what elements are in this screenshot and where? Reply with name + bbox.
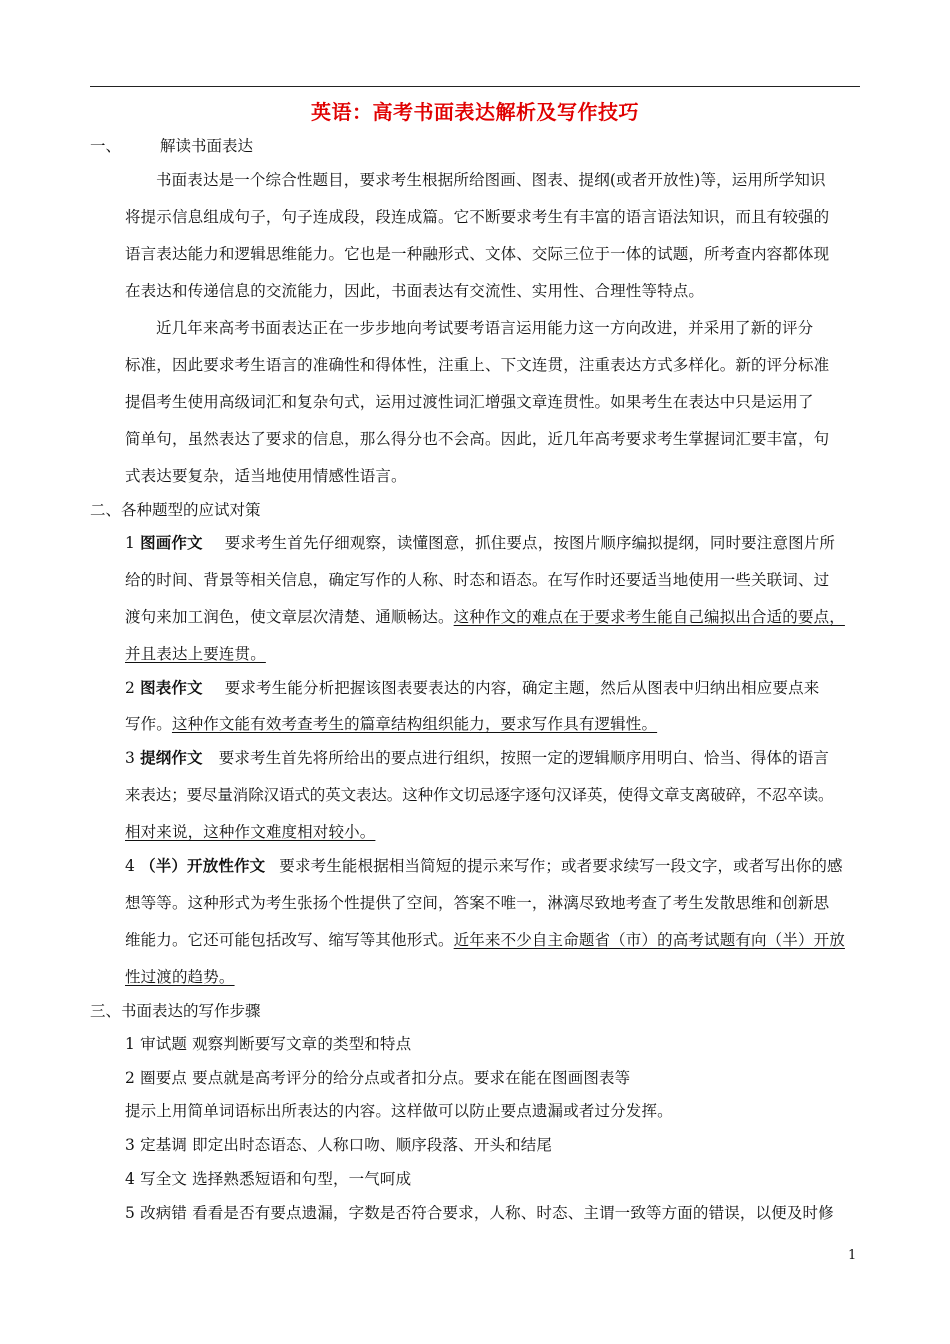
type1-line3 bbox=[125, 607, 845, 627]
header-rule bbox=[90, 86, 860, 87]
section2-heading: 二、各种题型的应试对策 bbox=[90, 501, 261, 519]
type1-text3b: 这种作文的难点在于要求考生能自己编拟出合适的要点， bbox=[453, 608, 845, 626]
type4-name: （半）开放性作文 bbox=[140, 856, 266, 875]
s1p2-line1: 近几年来高考书面表达正在一步步地向考试要考语言运用能力这一方向改进，并采用了新的评分 bbox=[156, 319, 814, 337]
type3-line3: 相对来说，这种作文难度相对较小。 bbox=[125, 823, 376, 841]
step-2-continued: 提示上用简单词语标出所表达的内容。这样做可以防止要点遗漏或者过分发挥。 bbox=[125, 1102, 673, 1120]
step-5: 5 改病错 看看是否有要点遗漏，字数是否符合要求，人称、时态、主谓一致等方面的错误，以便及时修 bbox=[125, 1204, 834, 1222]
type1-line2: 给的时间、背景等相关信息，确定写作的人称、时态和语态。在写作时还要适当地使用一些关联词、过 bbox=[125, 571, 830, 589]
type3-number: 3 bbox=[125, 749, 141, 767]
s1p2-line2: 标准，因此要求考生语言的准确性和得体性，注重上、下文连贯，注重表达方式多样化。新的评分标准 bbox=[125, 356, 830, 374]
document-title: 英语：高考书面表达解析及写作技巧 bbox=[311, 100, 639, 124]
type3-text1: 要求考生首先将所给出的要点进行组织，按照一定的逻辑顺序用明白、恰当、得体的语言 bbox=[218, 749, 830, 767]
s1p2-line5: 式表达要复杂，适当地使用情感性语言。 bbox=[125, 467, 407, 485]
type2-line1 bbox=[125, 678, 819, 698]
type4-line3 bbox=[125, 930, 845, 950]
s1p1-line2: 将提示信息组成句子，句子连成段，段连成篇。它不断要求考生有丰富的语言语法知识，而且有较强的 bbox=[125, 208, 830, 226]
section1-heading: 解读书面表达 bbox=[160, 137, 254, 155]
section1-number: 一、 bbox=[90, 137, 122, 155]
type1-number: 1 bbox=[125, 534, 141, 552]
type4-line2: 想等等。这种形式为考生张扬个性提供了空间，答案不唯一，淋漓尽致地考查了考生发散思维和创新思 bbox=[125, 894, 830, 912]
type4-text3a: 维能力。它还可能包括改写、缩写等其他形式。 bbox=[125, 931, 454, 949]
s1p2-line4: 简单句，虽然表达了要求的信息，那么得分也不会高。因此，近几年高考要求考生掌握词汇要丰富，句 bbox=[125, 430, 830, 448]
type4-line1 bbox=[125, 856, 843, 876]
step-2: 2 圈要点 要点就是高考评分的给分点或者扣分点。要求在能在图画图表等 bbox=[125, 1069, 631, 1087]
type1-line4: 并且表达上要连贯。 bbox=[125, 645, 266, 663]
type2-line2 bbox=[125, 714, 657, 734]
s1p1-line3: 语言表达能力和逻辑思维能力。它也是一种融形式、文体、交际三位于一体的试题，所考查内容都体现 bbox=[125, 245, 830, 263]
s1p1-line4: 在表达和传递信息的交流能力，因此，书面表达有交流性、实用性、合理性等特点。 bbox=[125, 282, 705, 300]
step-1: 1 审试题 观察判断要写文章的类型和特点 bbox=[125, 1035, 412, 1053]
type4-text3b: 近年来不少自主命题省（市）的高考试题有向（半）开放 bbox=[453, 931, 845, 949]
type3-line1 bbox=[125, 748, 829, 768]
type4-number: 4 bbox=[125, 857, 141, 875]
type2-text1: 要求考生能分析把握该图表要表达的内容，确定主题，然后从图表中归纳出相应要点来 bbox=[224, 679, 820, 697]
s1p2-line3: 提倡考生使用高级词汇和复杂句式，运用过渡性词汇增强文章连贯性。如果考生在表达中只是运用了 bbox=[125, 393, 814, 411]
step-4: 4 写全文 选择熟悉短语和句型，一气呵成 bbox=[125, 1170, 412, 1188]
s1p1-line1: 书面表达是一个综合性题目，要求考生根据所给图画、图表、提纲(或者开放性)等，运用所学知识 bbox=[156, 171, 826, 189]
type2-text2a: 写作。 bbox=[125, 715, 172, 733]
type1-line1 bbox=[125, 533, 835, 553]
type4-line4: 性过渡的趋势。 bbox=[125, 968, 235, 986]
type4-text1: 要求考生能根据相当简短的提示来写作；或者要求续写一段文字，或者写出你的感 bbox=[279, 857, 843, 875]
step-3: 3 定基调 即定出时态语态、人称口吻、顺序段落、开头和结尾 bbox=[125, 1136, 553, 1154]
type2-number: 2 bbox=[125, 679, 141, 697]
type3-name: 提纲作文 bbox=[140, 748, 203, 767]
type1-text3a: 渡句来加工润色，使文章层次清楚、通顺畅达。 bbox=[125, 608, 454, 626]
type2-name: 图表作文 bbox=[140, 678, 203, 697]
page-number: 1 bbox=[848, 1248, 857, 1263]
type1-text1: 要求考生首先仔细观察，读懂图意，抓住要点，按图片顺序编拟提纲，同时要注意图片所 bbox=[224, 534, 836, 552]
section3-heading: 三、书面表达的写作步骤 bbox=[90, 1002, 261, 1020]
type1-name: 图画作文 bbox=[140, 533, 203, 552]
type2-text2b: 这种作文能有效考查考生的篇章结构组织能力，要求写作具有逻辑性。 bbox=[171, 715, 658, 733]
type3-line2: 来表达；要尽量消除汉语式的英文表达。这种作文切忌逐字逐句汉译英，使得文章支离破碎，不忍卒读。 bbox=[125, 786, 834, 804]
